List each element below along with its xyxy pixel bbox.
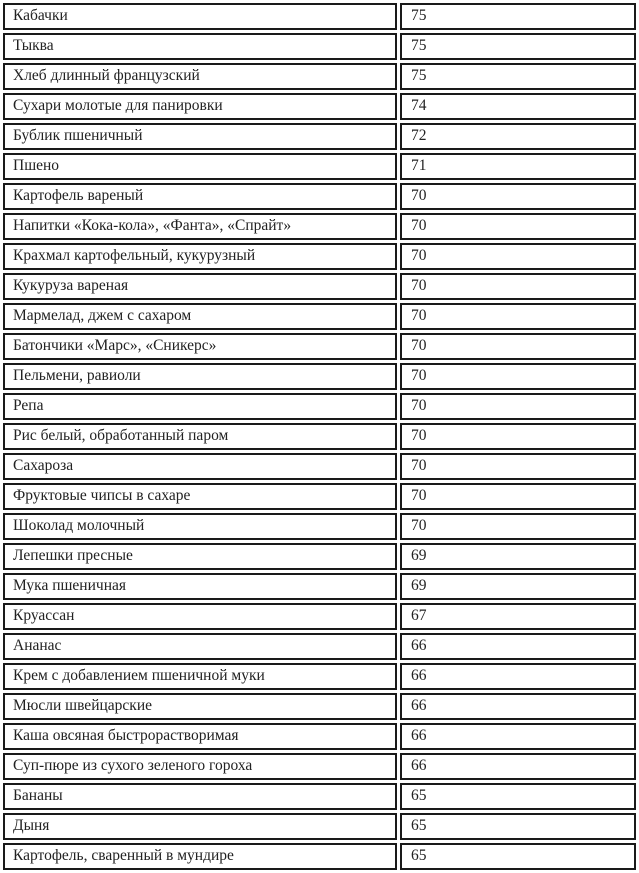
- food-name-cell: Пшено: [3, 153, 397, 180]
- gi-value-cell: 69: [400, 543, 636, 570]
- food-name-cell: Мюсли швейцарские: [3, 693, 397, 720]
- gi-value-cell: 72: [400, 123, 636, 150]
- gi-value-cell: 70: [400, 483, 636, 510]
- gi-value-cell: 70: [400, 423, 636, 450]
- food-name-cell: Бананы: [3, 783, 397, 810]
- food-name-cell: Репа: [3, 393, 397, 420]
- food-name-cell: Крем с добавлением пшеничной муки: [3, 663, 397, 690]
- gi-value-cell: 65: [400, 843, 636, 870]
- food-name-cell: Лепешки пресные: [3, 543, 397, 570]
- food-name-cell: Мука пшеничная: [3, 573, 397, 600]
- gi-value-cell: 70: [400, 243, 636, 270]
- gi-value-cell: 65: [400, 813, 636, 840]
- food-name-cell: Мармелад, джем с сахаром: [3, 303, 397, 330]
- food-name-cell: Сухари молотые для панировки: [3, 93, 397, 120]
- food-name-cell: Круассан: [3, 603, 397, 630]
- food-name-cell: Напитки «Кока-кола», «Фанта», «Спрайт»: [3, 213, 397, 240]
- gi-value-cell: 70: [400, 213, 636, 240]
- gi-value-cell: 67: [400, 603, 636, 630]
- food-name-cell: Батончики «Марс», «Сникерс»: [3, 333, 397, 360]
- food-name-cell: Картофель, сваренный в мундире: [3, 843, 397, 870]
- food-name-cell: Шоколад молочный: [3, 513, 397, 540]
- gi-value-cell: 66: [400, 663, 636, 690]
- gi-value-cell: 65: [400, 783, 636, 810]
- food-name-cell: Фруктовые чипсы в сахаре: [3, 483, 397, 510]
- food-name-cell: Бублик пшеничный: [3, 123, 397, 150]
- food-name-cell: Дыня: [3, 813, 397, 840]
- food-name-cell: Каша овсяная быстрорастворимая: [3, 723, 397, 750]
- food-name-cell: Пельмени, равиоли: [3, 363, 397, 390]
- food-name-cell: Сахароза: [3, 453, 397, 480]
- gi-value-cell: 75: [400, 63, 636, 90]
- gi-value-cell: 66: [400, 723, 636, 750]
- gi-value-cell: 74: [400, 93, 636, 120]
- gi-value-cell: 70: [400, 303, 636, 330]
- gi-value-cell: 70: [400, 513, 636, 540]
- food-name-cell: Хлеб длинный французский: [3, 63, 397, 90]
- food-name-cell: Крахмал картофельный, кукурузный: [3, 243, 397, 270]
- food-name-cell: Кукуруза вареная: [3, 273, 397, 300]
- gi-value-cell: 70: [400, 183, 636, 210]
- food-name-cell: Рис белый, обработанный паром: [3, 423, 397, 450]
- food-name-cell: Кабачки: [3, 3, 397, 30]
- gi-value-cell: 66: [400, 633, 636, 660]
- gi-value-cell: 70: [400, 333, 636, 360]
- gi-value-cell: 70: [400, 453, 636, 480]
- gi-value-cell: 75: [400, 33, 636, 60]
- gi-value-cell: 70: [400, 273, 636, 300]
- gi-value-cell: 75: [400, 3, 636, 30]
- gi-value-cell: 66: [400, 753, 636, 780]
- gi-value-cell: 70: [400, 393, 636, 420]
- gi-value-cell: 71: [400, 153, 636, 180]
- gi-value-cell: 70: [400, 363, 636, 390]
- gi-value-cell: 69: [400, 573, 636, 600]
- food-name-cell: Картофель вареный: [3, 183, 397, 210]
- food-name-cell: Суп-пюре из сухого зеленого гороха: [3, 753, 397, 780]
- food-name-cell: Ананас: [3, 633, 397, 660]
- gi-value-cell: 66: [400, 693, 636, 720]
- food-name-cell: Тыква: [3, 33, 397, 60]
